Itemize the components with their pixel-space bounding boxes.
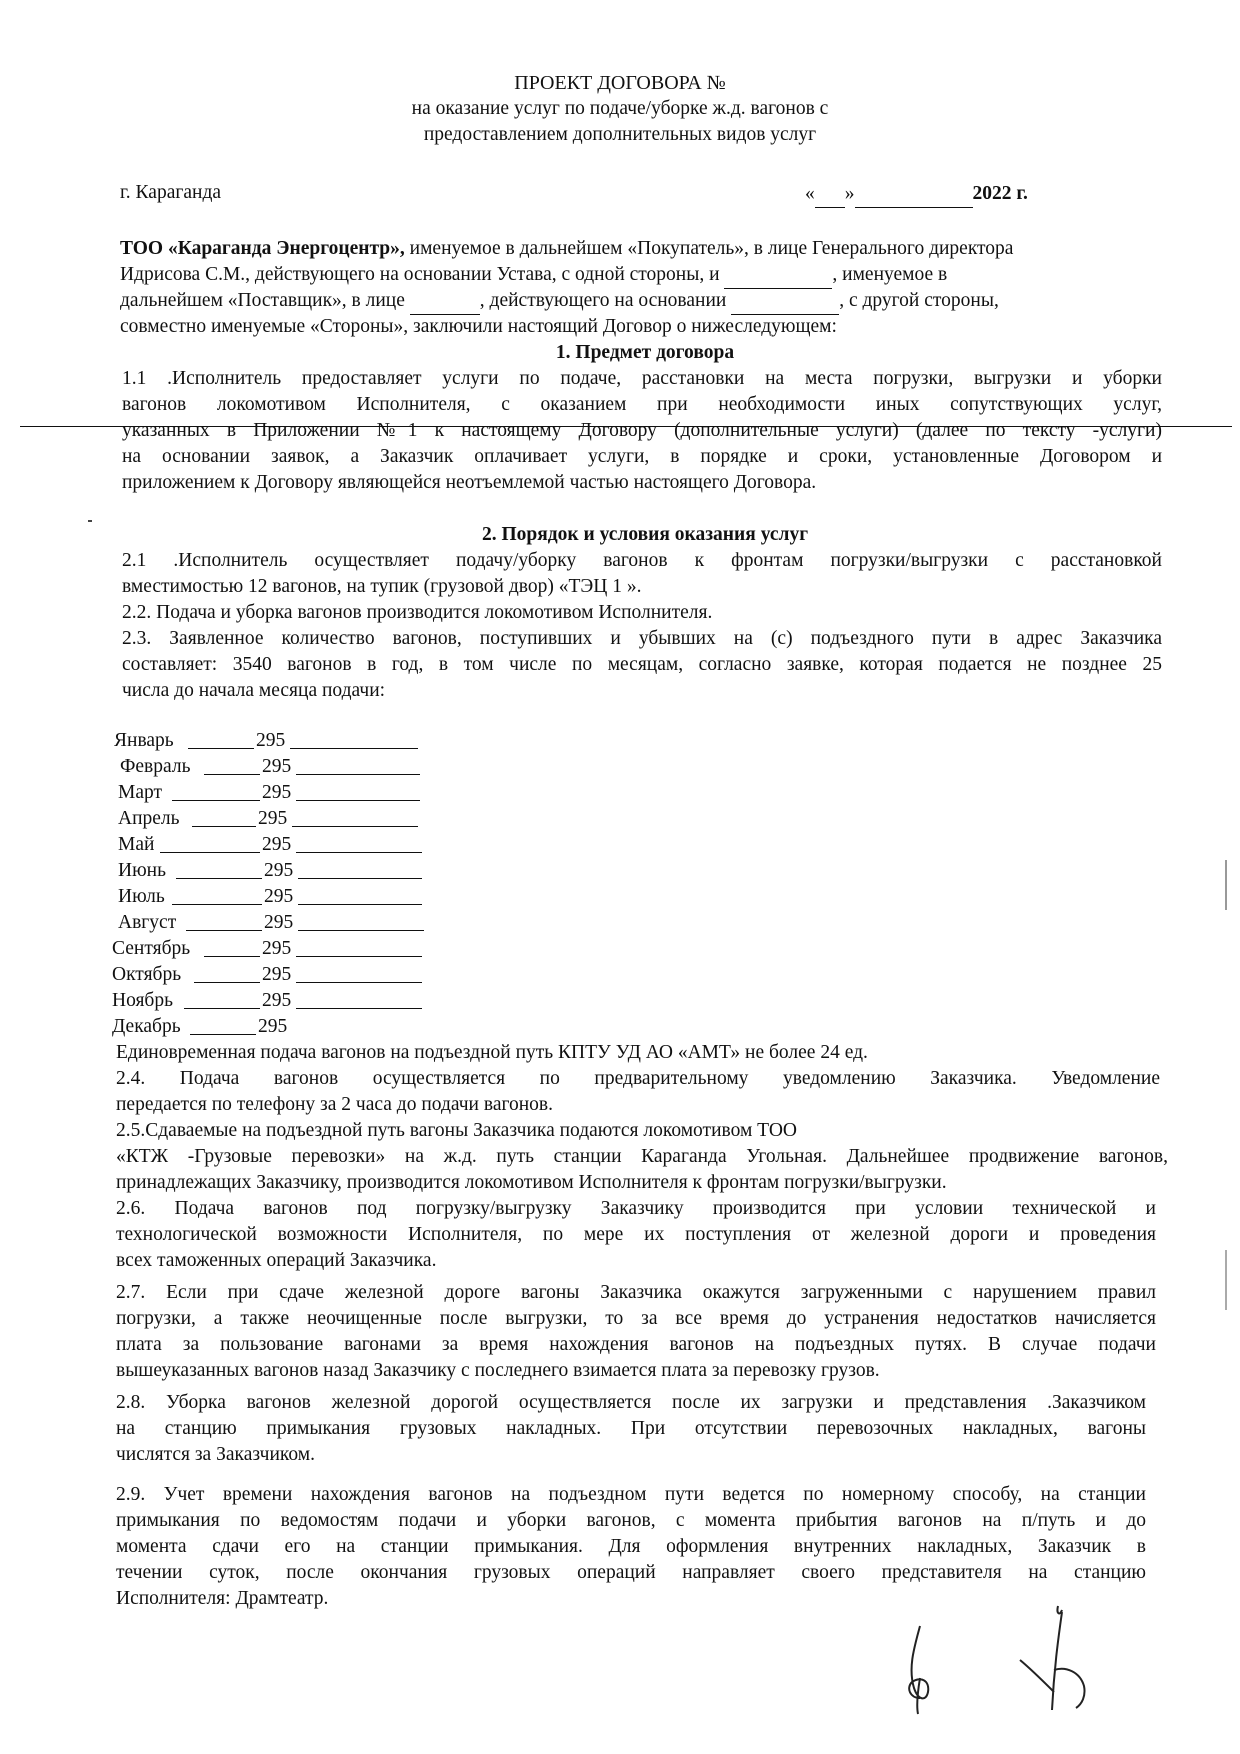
month-value: 295 [258, 808, 288, 829]
month-underline-1 [186, 930, 262, 931]
month-value: 295 [262, 756, 292, 777]
clause-2-7-line-4: вышеуказанных вагонов назад Заказчику с последнего взимается плата за перевозку грузов. [116, 1360, 880, 1381]
month-name: Февраль [120, 756, 191, 777]
month-underline-2 [290, 748, 418, 749]
month-row [0, 858, 420, 884]
month-name: Ноябрь [112, 990, 173, 1011]
month-underline-2 [298, 930, 424, 931]
month-underline-2 [296, 956, 422, 957]
strikethrough-line [20, 426, 1232, 427]
month-row [0, 754, 420, 780]
company-name: ТОО «Караганда Энергоцентр», [120, 238, 405, 259]
month-underline-2 [296, 1008, 422, 1009]
section-1-line-1: 1.1 .Исполнитель предоставляет услуги по подаче, расстановки на места погрузки, выгрузки и уборки [122, 368, 1162, 389]
month-underline-2 [296, 800, 420, 801]
month-name: Октябрь [112, 964, 182, 985]
month-value: 295 [264, 860, 294, 881]
month-row [0, 780, 420, 806]
intro-line-1-rest: именуемое в дальнейшем «Покупатель», в лице Генерального директора [404, 238, 1014, 259]
month-name: Июль [118, 886, 165, 907]
month-name: Август [118, 912, 177, 933]
month-value: 295 [262, 964, 292, 985]
intro-line-3-b: , действующего на основании [479, 290, 727, 311]
clause-2-7-line-2: погрузки, а также неочищенные после выгрузки, то за все время до устранения недостатков начисляется [116, 1308, 1156, 1329]
intro-line-1 [120, 236, 1165, 262]
representative-blank [410, 288, 480, 315]
clause-2-7-line-1: 2.7. Если при сдаче железной дороге вагоны Заказчика окажутся загруженными с нарушением правил [116, 1282, 1156, 1303]
month-value: 295 [262, 782, 292, 803]
clause-2-4-line-2: передается по телефону за 2 часа до подачи вагонов. [116, 1094, 553, 1115]
month-name: Май [118, 834, 155, 855]
month-row [0, 884, 420, 910]
month-underline-2 [296, 852, 422, 853]
month-row [0, 936, 420, 962]
intro-line-3-c: , с другой стороны, [839, 290, 999, 311]
month-underline-2 [292, 826, 418, 827]
clause-2-3-line-1: 2.3. Заявленное количество вагонов, поступивших и убывших на (с) подъездного пути в адрес Заказчика [122, 628, 1162, 649]
clause-2-6-line-3: всех таможенных операций Заказчика. [116, 1250, 437, 1271]
document-subtitle-1: на оказание услуг по подаче/уборке ж.д. вагонов с [411, 98, 829, 119]
month-underline-1 [184, 1008, 260, 1009]
month-underline-1 [192, 826, 256, 827]
clause-2-8-line-1: 2.8. Уборка вагонов железной дорогой осуществляется после их загрузки и представления .Заказчиком [116, 1392, 1146, 1413]
month-row [0, 910, 420, 936]
initials-signature-1 [880, 1618, 960, 1718]
month-name: Март [118, 782, 163, 803]
contract-date [805, 181, 1028, 208]
day-blank [815, 181, 845, 208]
intro-line-3-a: дальнейшем «Поставщик», в лице [120, 290, 405, 311]
clause-2-5-line-2: «КТЖ -Грузовые перевозки» на ж.д. путь станции Караганда Угольная. Дальнейшее продвижение вагонов, [116, 1146, 1168, 1167]
section-1-line-2: вагонов локомотивом Исполнителя, с оказанием при необходимости иных сопутствующих услуг, [122, 394, 1162, 415]
month-name: Сентябрь [112, 938, 191, 959]
month-value: 295 [262, 834, 292, 855]
date-year: 2022 г. [972, 183, 1028, 204]
intro-line-2-a: Идрисова С.М., действующего на основании Устава, с одной стороны, и [120, 264, 720, 285]
month-underline-1 [188, 748, 254, 749]
clause-2-7-line-3: плата за пользование вагонами за время нахождения вагонов на подъездных путях. В случае подачи [116, 1334, 1156, 1355]
section-1-line-3-struck: указанных в Приложении №1 к настоящему Договору (дополнительные услуги) (далее по тексту -услуги) [122, 420, 1162, 441]
clause-2-9-line-2: примыкания по ведомостям подачи и уборки вагонов, с момента прибытия вагонов на п/путь и до [116, 1510, 1146, 1531]
clause-2-5-line-3: принадлежащих Заказчику, производится локомотивом Исполнителя к фронтам погрузки/выгрузки. [116, 1172, 947, 1193]
intro-line-4: совместно именуемые «Стороны», заключили настоящий Договор о нижеследующем: [120, 316, 837, 337]
clause-2-8-line-3: числятся за Заказчиком. [116, 1444, 315, 1465]
section-1-line-4: на основании заявок, а Заказчик оплачивает услуги, в порядке и сроки, установленные Договором и [122, 446, 1162, 467]
month-underline-1 [172, 904, 262, 905]
clause-2-3-line-3: числа до начала месяца подачи: [122, 680, 386, 701]
month-underline-1 [172, 800, 260, 801]
clause-2-2: 2.2. Подача и уборка вагонов производится локомотивом Исполнителя. [122, 602, 713, 623]
month-row [0, 1014, 420, 1040]
city: г. Караганда [120, 182, 222, 203]
month-underline-1 [176, 878, 262, 879]
month-underline-2 [296, 774, 420, 775]
clause-2-1-line-1: 2.1 .Исполнитель осуществляет подачу/уборку вагонов к фронтам погрузки/выгрузки с расстановкой [122, 550, 1162, 571]
section-2-heading: 2. Порядок и условия оказания услуг [481, 524, 809, 545]
month-row [0, 806, 420, 832]
clause-2-9-line-1: 2.9. Учет времени нахождения вагонов на подъездном пути ведется по номерному способу, на станции [116, 1484, 1146, 1505]
section-1-heading: 1. Предмет договора [555, 342, 735, 363]
document-title [0, 70, 1240, 96]
single-feed-limit: Единовременная подача вагонов на подъездной путь КПТУ УД АО «АМТ» не более 24 ед. [116, 1042, 868, 1063]
month-underline-1 [160, 852, 260, 853]
month-underline-1 [194, 982, 260, 983]
month-underline-1 [204, 956, 260, 957]
initials-signature-2 [1010, 1600, 1110, 1720]
month-row [0, 962, 420, 988]
month-value: 295 [256, 730, 286, 751]
basis-blank [731, 288, 839, 315]
document-subtitle-2: предоставлением дополнительных видов услуг [423, 124, 817, 145]
month-value: 295 [264, 912, 294, 933]
clause-2-4-line-1: 2.4. Подача вагонов осуществляется по предварительному уведомлению Заказчика. Уведомление [116, 1068, 1160, 1089]
clause-2-3-line-2: составляет: 3540 вагонов в год, в том числе по месяцам, согласно заявке, которая подается не позднее 25 [122, 654, 1162, 675]
month-underline-2 [298, 904, 422, 905]
scan-edge-mark [1225, 860, 1227, 910]
month-underline-2 [296, 982, 422, 983]
clause-2-9-line-3: момента сдачи его на станции примыкания. Для оформления внутренних накладных, Заказчик в [116, 1536, 1146, 1557]
clause-2-8-line-2: на станцию примыкания грузовых накладных. При отсутствии перевозочных накладных, вагоны [116, 1418, 1146, 1439]
scan-speck [88, 520, 92, 522]
section-1-line-5: приложением к Договору являющейся неотъемлемой частью настоящего Договора. [122, 472, 817, 493]
clause-2-9-line-5: Исполнителя: Драмтеатр. [116, 1588, 329, 1609]
clause-2-5-line-1: 2.5.Сдаваемые на подъездной путь вагоны Заказчика подаются локомотивом ТОО [116, 1120, 797, 1141]
date-close-quote: » [844, 183, 855, 204]
month-name: Январь [114, 730, 174, 751]
party-name-blank [724, 262, 832, 289]
month-name: Апрель [118, 808, 180, 829]
intro-line-2 [120, 262, 1165, 289]
month-underline-2 [298, 878, 422, 879]
month-name: Июнь [118, 860, 166, 881]
clause-2-9-line-4: течении суток, после окончания грузовых операций направляет своего представителя на станцию [116, 1562, 1146, 1583]
month-row [0, 832, 420, 858]
intro-line-3 [120, 288, 1165, 315]
month-row [0, 988, 420, 1014]
monthly-volume-list [0, 728, 500, 1048]
month-value: 295 [262, 938, 292, 959]
date-open-quote: « [805, 183, 815, 204]
title-line: ПРОЕКТ ДОГОВОРА № [514, 72, 726, 94]
clause-2-1-line-2: вместимостью 12 вагонов, на тупик (грузовой двор) «ТЭЦ 1 ». [122, 576, 642, 597]
month-value: 295 [262, 990, 292, 1011]
month-value: 295 [258, 1016, 288, 1037]
month-underline-1 [204, 774, 260, 775]
clause-2-6-line-1: 2.6. Подача вагонов под погрузку/выгрузку Заказчику производится при условии технической и [116, 1198, 1156, 1219]
month-value: 295 [264, 886, 294, 907]
month-blank [855, 181, 973, 208]
scan-edge-mark [1225, 1250, 1227, 1310]
month-name: Декабрь [112, 1016, 181, 1037]
month-row [0, 728, 420, 754]
month-underline-1 [190, 1034, 256, 1035]
clause-2-6-line-2: технологической возможности Исполнителя, по мере их поступления от железной дороги и проведения [116, 1224, 1156, 1245]
intro-line-2-b: , именуемое в [832, 264, 948, 285]
